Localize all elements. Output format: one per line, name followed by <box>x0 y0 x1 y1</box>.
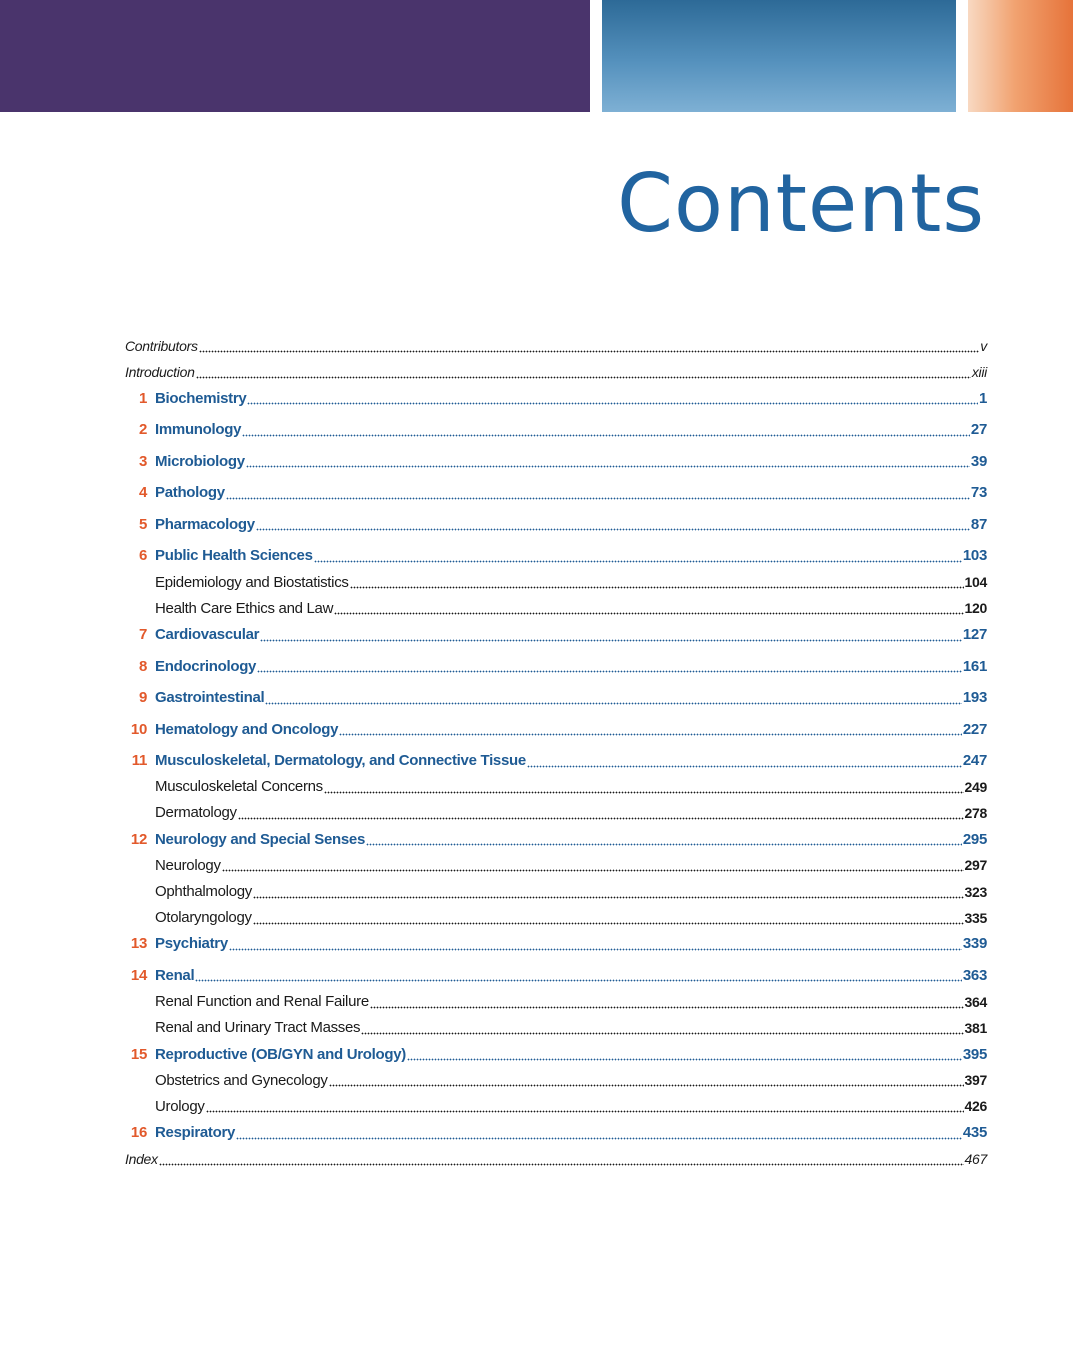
chapter-number: 7 <box>138 626 147 643</box>
dot-leader <box>247 385 978 411</box>
chapter-number: 2 <box>138 421 147 439</box>
toc-entry-page: xiii <box>971 364 987 381</box>
chapter-number: 5 <box>138 515 147 533</box>
dot-leader <box>196 359 971 385</box>
toc-entry-title: Renal Function and Renal Failure <box>155 993 369 1011</box>
toc-entry-chapter <box>125 931 987 957</box>
toc-entry-chapter <box>125 543 987 569</box>
toc-entry-page: 227 <box>962 720 987 738</box>
toc-entry-section <box>125 1093 987 1119</box>
toc-entry-title: Introduction <box>125 364 195 381</box>
toc-entry-page: 278 <box>964 804 987 821</box>
toc-entry-title: Endocrinology <box>155 657 257 675</box>
toc-entry-title: Microbiology <box>155 452 245 470</box>
toc-entry-page: 247 <box>962 752 987 769</box>
dot-leader <box>195 962 962 988</box>
toc-entry-page: 73 <box>970 484 987 502</box>
toc-entry-page: 395 <box>962 1045 987 1063</box>
toc-entry-page: 249 <box>964 778 987 795</box>
chapter-number: 11 <box>131 752 147 769</box>
toc-entry-section <box>125 905 987 931</box>
chapter-number: 16 <box>130 1124 147 1142</box>
toc-entry-chapter <box>125 1041 987 1067</box>
toc-entry-title: Index <box>125 1150 158 1167</box>
toc-entry-title: Musculoskeletal Concerns <box>155 778 323 796</box>
chapter-number: 12 <box>130 830 147 848</box>
chapter-number: 15 <box>130 1045 147 1063</box>
toc-entry-page: 39 <box>970 452 987 470</box>
toc-entry-title: Gastrointestinal <box>155 689 265 706</box>
toc-entry-page: 87 <box>970 515 987 533</box>
toc-entry-title: Public Health Sciences <box>155 547 313 565</box>
toc-entry-page: 363 <box>962 966 987 984</box>
toc-entry-front <box>125 333 987 359</box>
toc-entry-page: 339 <box>962 935 987 953</box>
toc-entry-title: Urology <box>155 1097 205 1115</box>
dot-leader <box>159 1146 964 1172</box>
toc-entry-title: Hematology and Oncology <box>155 720 339 738</box>
dot-leader <box>366 826 962 852</box>
toc-entry-chapter <box>125 622 987 648</box>
toc-entry-section <box>125 1015 987 1041</box>
toc-entry-section <box>125 879 987 905</box>
toc-entry-page: 27 <box>970 421 987 439</box>
toc-entry-page: 426 <box>964 1098 987 1115</box>
toc-entry-page: 161 <box>962 657 987 675</box>
toc-entry-page: 104 <box>964 574 987 591</box>
toc-entry-title: Psychiatry <box>155 935 228 953</box>
chapter-number: 8 <box>138 657 147 675</box>
toc-entry-chapter <box>125 962 987 988</box>
toc-entry-chapter <box>125 448 987 474</box>
dot-leader <box>253 905 964 931</box>
toc-entry-section <box>125 989 987 1015</box>
dot-leader <box>265 685 961 711</box>
header-band-orange <box>968 0 1073 112</box>
chapter-number: 1 <box>138 389 147 407</box>
dot-leader <box>314 543 962 569</box>
toc-entry-title: Respiratory <box>155 1124 236 1142</box>
toc-entry-section <box>125 852 987 878</box>
toc-entry-page: 120 <box>964 600 987 617</box>
toc-entry-page: 323 <box>964 883 987 900</box>
toc-entry-page: 381 <box>964 1019 987 1036</box>
dot-leader <box>206 1093 964 1119</box>
toc-entry-page: 435 <box>962 1124 987 1142</box>
toc-entry-back <box>125 1146 987 1172</box>
toc-entry-page: 335 <box>964 909 987 926</box>
toc-entry-chapter <box>125 653 987 679</box>
toc-entry-section <box>125 1067 987 1093</box>
toc-entry-title: Musculoskeletal, Dermatology, and Connective Tissue <box>155 752 526 769</box>
toc-entry-section <box>125 800 987 826</box>
toc-entry-page: 193 <box>962 689 987 706</box>
toc-entry-page: 295 <box>962 830 987 848</box>
toc-entry-chapter <box>125 1120 987 1146</box>
dot-leader <box>238 800 964 826</box>
toc-entry-title: Immunology <box>155 421 242 439</box>
dot-leader <box>242 417 970 443</box>
dot-leader <box>350 569 964 595</box>
chapter-number: 9 <box>138 689 147 706</box>
toc-entry-page: 297 <box>964 857 987 874</box>
dot-leader <box>199 333 980 359</box>
chapter-number: 3 <box>138 452 147 470</box>
toc-entry-title: Contributors <box>125 338 198 354</box>
toc-entry-title: Neurology and Special Senses <box>155 830 366 848</box>
dot-leader <box>339 716 962 742</box>
chapter-number: 10 <box>130 720 147 738</box>
header-band-blue <box>602 0 956 112</box>
toc-entry-chapter <box>125 685 987 711</box>
toc-entry-page: 1 <box>978 389 987 407</box>
toc-entry-title: Biochemistry <box>155 389 247 407</box>
chapter-number: 14 <box>130 966 147 984</box>
dot-leader <box>253 879 964 905</box>
toc-entry-title: Epidemiology and Biostatistics <box>155 573 349 591</box>
toc-entry-page: 103 <box>962 547 987 565</box>
toc-entry-page: v <box>980 338 987 354</box>
dot-leader <box>256 511 970 537</box>
dot-leader <box>222 852 964 878</box>
toc-entry-title: Otolaryngology <box>155 909 252 927</box>
dot-leader <box>226 480 970 506</box>
toc-entry-chapter <box>125 826 987 852</box>
toc-entry-title: Renal <box>155 966 195 984</box>
toc-entry-chapter <box>125 480 987 506</box>
toc-entry-section <box>125 774 987 800</box>
toc-entry-chapter <box>125 511 987 537</box>
toc-entry-chapter <box>125 716 987 742</box>
toc-entry-title: Reproductive (OB/GYN and Urology) <box>155 1045 406 1063</box>
dot-leader <box>334 595 963 621</box>
dot-leader <box>236 1120 962 1146</box>
dot-leader <box>361 1015 963 1041</box>
toc-entry-chapter <box>125 385 987 411</box>
toc-entry-page: 397 <box>964 1072 987 1089</box>
chapter-number: 4 <box>138 484 147 502</box>
toc-entry-title: Renal and Urinary Tract Masses <box>155 1019 361 1037</box>
toc-entry-title: Dermatology <box>155 804 237 822</box>
toc-entry-title: Pharmacology <box>155 515 255 533</box>
dot-leader <box>370 989 964 1015</box>
toc-entry-title: Pathology <box>155 484 225 502</box>
toc-entry-chapter <box>125 748 987 774</box>
toc-entry-front <box>125 359 987 385</box>
dot-leader <box>329 1067 964 1093</box>
toc-entry-title: Health Care Ethics and Law <box>155 599 334 617</box>
toc-entry-page: 364 <box>964 993 987 1010</box>
chapter-number: 13 <box>130 935 147 953</box>
toc-entry-chapter <box>125 417 987 443</box>
toc-entry-title: Cardiovascular <box>155 626 260 643</box>
dot-leader <box>229 931 962 957</box>
toc-entry-title: Neurology <box>155 856 221 874</box>
toc-entry-section <box>125 595 987 621</box>
toc-entry-page: 127 <box>962 626 987 643</box>
toc-entry-section <box>125 569 987 595</box>
dot-leader <box>407 1041 962 1067</box>
toc-entry-title: Ophthalmology <box>155 883 252 900</box>
toc-entry-page: 467 <box>964 1150 987 1167</box>
dot-leader <box>257 653 962 679</box>
header-band-purple <box>0 0 590 112</box>
dot-leader <box>324 774 964 800</box>
dot-leader <box>260 622 962 648</box>
page-title: Contents <box>617 157 985 250</box>
dot-leader <box>527 748 962 774</box>
toc-entry-title: Obstetrics and Gynecology <box>155 1071 328 1089</box>
dot-leader <box>246 448 970 474</box>
chapter-number: 6 <box>138 547 147 565</box>
